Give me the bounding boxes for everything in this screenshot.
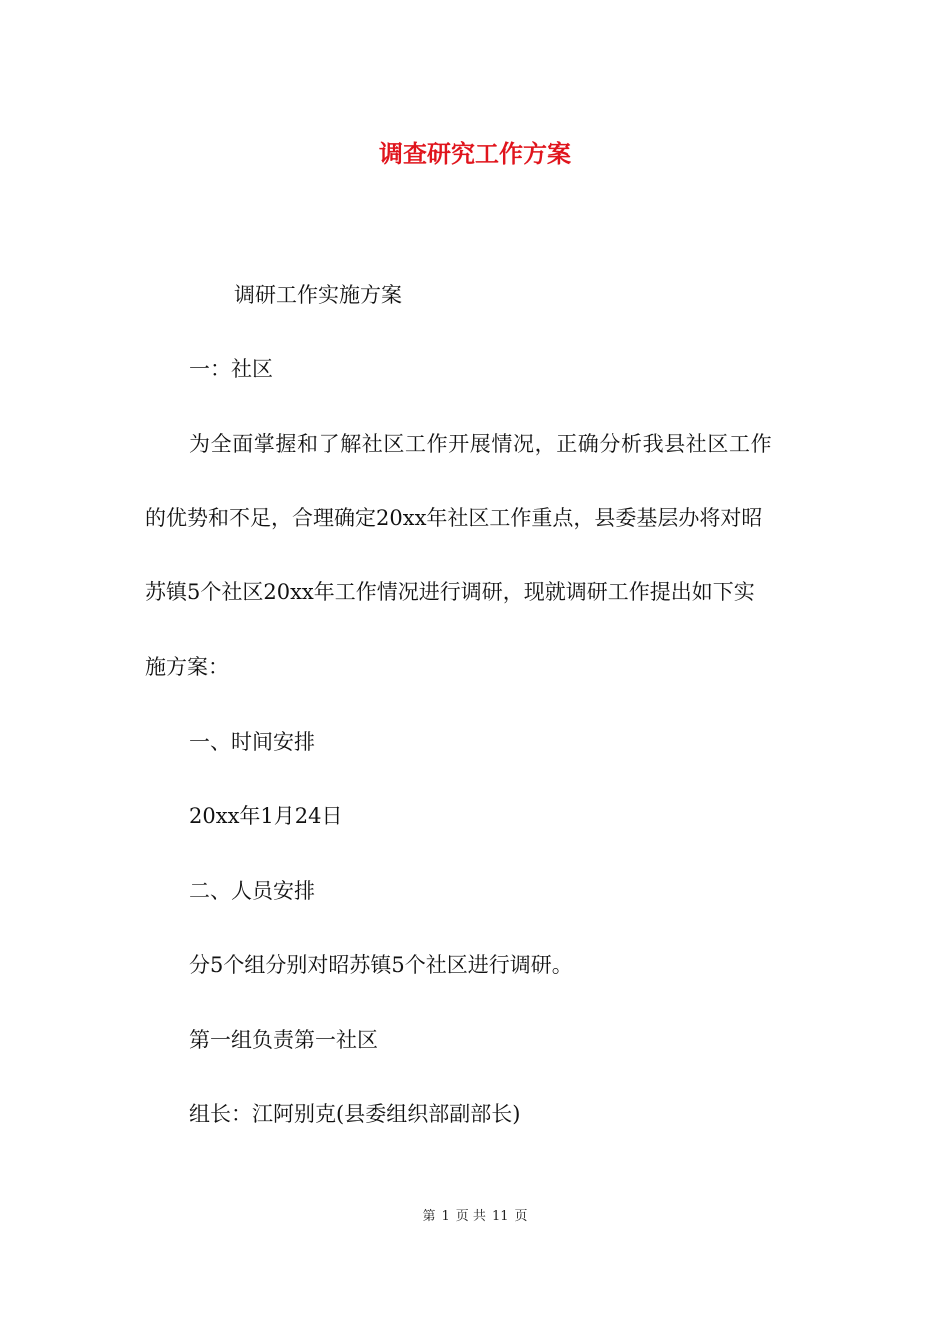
footer-current-page: 1 [441, 1209, 450, 1224]
paragraph-line: 第一组负责第一社区 [189, 1028, 378, 1052]
footer-total-pages: 11 [491, 1209, 509, 1224]
section-heading: 二、人员安排 [189, 879, 315, 903]
paragraph-line: 组长：江阿别克(县委组织部副部长) [189, 1102, 521, 1126]
footer-prefix: 第 [422, 1209, 436, 1224]
paragraph-line: 的优势和不足，合理确定20xx年社区工作重点，县委基层办将对昭 [145, 506, 763, 530]
paragraph-line: 分5个组分别对昭苏镇5个社区进行调研。 [189, 953, 573, 977]
paragraph-line: 施方案： [145, 655, 229, 679]
section-heading: 一：社区 [189, 357, 273, 381]
date-line: 20xx年1月24日 [189, 804, 343, 828]
page-footer [0, 1208, 950, 1226]
document-title: 调查研究工作方案 [379, 140, 571, 168]
section-heading: 一、时间安排 [189, 730, 315, 754]
subtitle-line: 调研工作实施方案 [234, 283, 402, 307]
footer-mid: 页 共 [455, 1209, 486, 1224]
paragraph-line: 苏镇5个社区20xx年工作情况进行调研，现就调研工作提出如下实 [145, 580, 755, 604]
footer-suffix: 页 [514, 1209, 528, 1224]
paragraph-line: 为全面掌握和了解社区工作开展情况，正确分析我县社区工作 [189, 432, 773, 456]
